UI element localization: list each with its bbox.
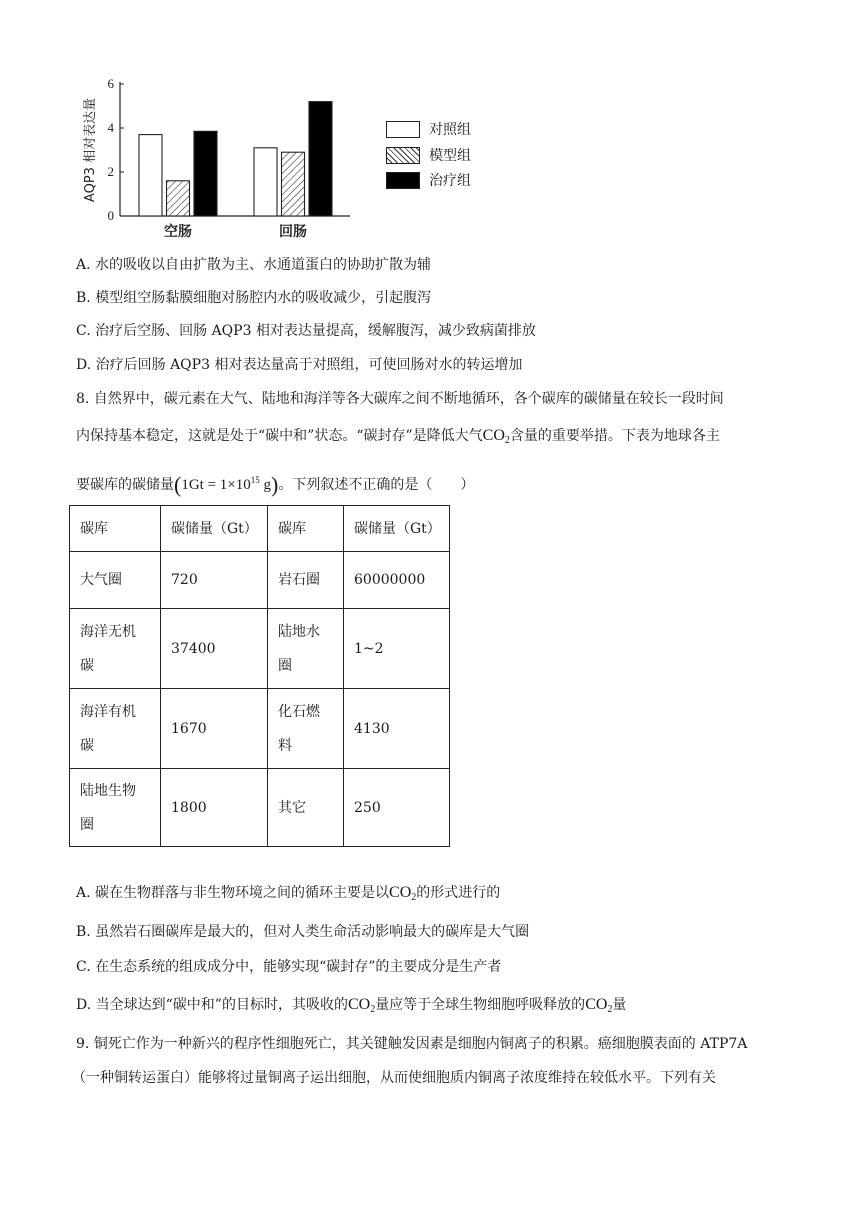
- table-cell: 陆地水 圈: [268, 609, 344, 689]
- table-row: [70, 609, 450, 689]
- y-tick-label: 6: [107, 76, 114, 91]
- q8-stem-line-2: [76, 426, 720, 451]
- co2-formula: $CO_2$: [585, 996, 613, 1015]
- bar-2-1: [167, 181, 190, 216]
- co2-formula: $CO_2$: [347, 996, 376, 1015]
- table-cell: 化石燃 料: [268, 689, 344, 769]
- table-cell: 37400: [161, 609, 268, 689]
- q8-stem-line-1: 8. 自然界中，碳元素在大气、陆地和海洋等各大碳库之间不断地循环，各个碳库的碳储量在较长一段时间: [76, 391, 724, 407]
- y-tick-label: 2: [107, 164, 114, 179]
- y-tick-label: 0: [107, 208, 114, 223]
- legend-swatch-treatment: [386, 172, 420, 189]
- x-category-label: 空肠: [164, 224, 192, 240]
- y-tick-label: 4: [107, 120, 114, 135]
- q7-option-d: D. 治疗后回肠 AQP3 相对表达量高于对照组，可使回肠对水的转运增加: [76, 357, 523, 373]
- table-cell: 海洋有机 碳: [70, 689, 161, 769]
- table-header-cell: 碳库: [268, 506, 344, 552]
- bar-1-2: [254, 148, 277, 216]
- table-cell: 1800: [161, 769, 268, 847]
- table-cell: 1~2: [344, 609, 450, 689]
- table-cell: 岩石圈: [268, 552, 344, 609]
- q8-option-a: A. 碳在生物群落与非生物环境之间的循环主要是以$CO_2$的形式进行的: [76, 884, 501, 903]
- table-cell: 720: [161, 552, 268, 609]
- x-category-label: 回肠: [279, 224, 307, 240]
- carbon-reservoir-table: [69, 505, 450, 847]
- table-cell: 1670: [161, 689, 268, 769]
- y-axis-label: AQP3 相对表达量: [83, 97, 98, 203]
- q9-stem-line-2: （一种铜转运蛋白）能够将过量铜离子运出细胞，从而使细胞质内铜离子浓度维持在较低水平。下列有关: [72, 1070, 716, 1086]
- table-row: [70, 689, 450, 769]
- table-cell: 4130: [344, 689, 450, 769]
- table-header-cell: 碳储量（Gt）: [161, 506, 268, 552]
- co2-formula: $CO_2$: [389, 884, 417, 903]
- legend-label-control: 对照组: [429, 122, 471, 138]
- bar-1-1: [139, 135, 162, 216]
- co2-formula: $CO_2$: [482, 427, 510, 446]
- bar-2-2: [282, 152, 305, 216]
- table-cell: 其它: [268, 769, 344, 847]
- table-header-cell: 碳储量（Gt）: [344, 506, 450, 552]
- table-cell: 大气圈: [70, 552, 161, 609]
- legend-swatch-control: [386, 121, 420, 138]
- legend-swatch-model: [386, 147, 420, 164]
- table-row: [70, 769, 450, 847]
- q7-option-a: A. 水的吸收以自由扩散为主、水通道蛋白的协助扩散为辅: [76, 257, 432, 273]
- table-cell: 250: [344, 769, 450, 847]
- bar-3-1: [194, 131, 217, 216]
- q8-option-b: B. 虽然岩石圈碳库是最大的，但对人类生命活动影响最大的碳库是大气圈: [76, 924, 530, 940]
- q8-stem-text: 含量的重要举措。下表为地球各主: [509, 428, 720, 444]
- q8-option-d: D. 当全球达到“碳中和”的目标时，其吸收的$CO_2$量应等于全球生物细胞呼吸释放的$CO_2$量: [76, 996, 627, 1015]
- legend-label-model: 模型组: [429, 148, 471, 164]
- q9-stem-line-1: 9. 铜死亡作为一种新兴的程序性细胞死亡，其关键触发因素是细胞内铜离子的积累。癌细胞膜表面的 ATP7A: [76, 1036, 748, 1052]
- q8-stem-line-3: [76, 470, 474, 495]
- aqp3-bar-chart: [60, 70, 490, 245]
- table-header-cell: 碳库: [70, 506, 161, 552]
- unit-formula: ($1Gt = 1\times 10^{15}$ g): [174, 472, 279, 497]
- table-cell: 60000000: [344, 552, 450, 609]
- q8-stem-text: 要碳库的碳储量: [76, 477, 174, 493]
- q8-stem-text: 内保持基本稳定，这就是处于“碳中和”状态。“碳封存”是降低大气: [76, 428, 483, 444]
- q8-stem-text: 。下列叙述不正确的是（ ）: [278, 477, 475, 493]
- q7-option-b: B. 模型组空肠黏膜细胞对肠腔内水的吸收减少，引起腹泻: [76, 290, 432, 306]
- table-row: [70, 552, 450, 609]
- q7-option-c: C. 治疗后空肠、回肠 AQP3 相对表达量提高，缓解腹泻，减少致病菌排放: [76, 323, 536, 339]
- legend-label-treatment: 治疗组: [429, 173, 471, 189]
- q8-option-c: C. 在生态系统的组成成分中，能够实现“碳封存”的主要成分是生产者: [76, 959, 502, 975]
- table-cell: 海洋无机 碳: [70, 609, 161, 689]
- table-header-row: [70, 506, 450, 552]
- bar-3-2: [309, 102, 332, 216]
- table-cell: 陆地生物 圈: [70, 769, 161, 847]
